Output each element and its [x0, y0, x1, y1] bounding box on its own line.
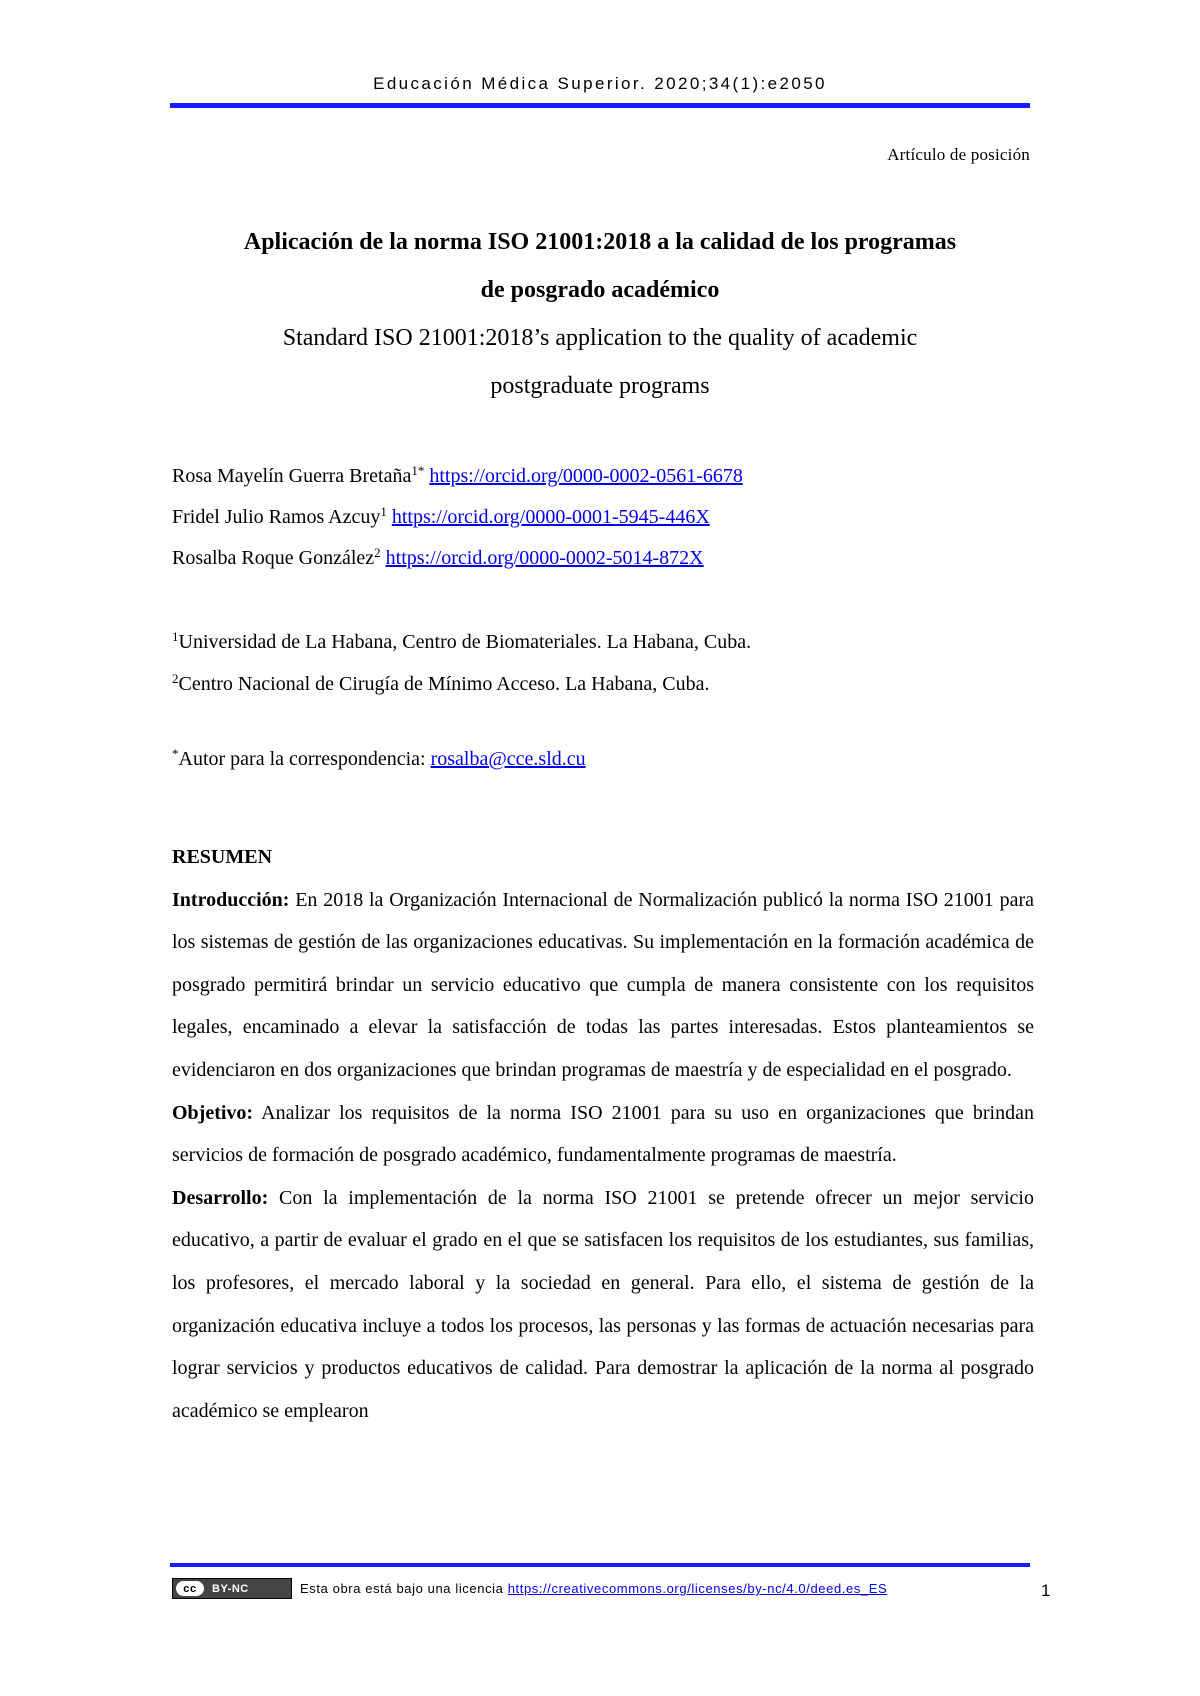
- section-label: Desarrollo:: [172, 1186, 269, 1209]
- section-text: Analizar los requisitos de la norma ISO 21001 para su uso en organizaciones que brindan servicios de formación de posgrado académico, fundamentalmente programas de maestría.: [172, 1101, 1034, 1167]
- affiliation-entry: [172, 663, 751, 705]
- correspondence: [172, 748, 586, 771]
- title-english: [150, 314, 1050, 410]
- section-label: Introducción:: [172, 888, 290, 911]
- correspondence-email-link[interactable]: rosalba@cce.sld.cu: [430, 748, 586, 770]
- abstract-heading: RESUMEN: [172, 846, 273, 868]
- journal-header: Educación Médica Superior. 2020;34(1):e2050: [373, 74, 827, 93]
- author-name: Rosalba Roque González: [172, 547, 375, 569]
- orcid-link[interactable]: https://orcid.org/0000-0002-0561-6678: [429, 465, 743, 487]
- author-list: [172, 456, 743, 579]
- affiliation-entry: [172, 621, 751, 663]
- author-affiliation-marker: 1*: [411, 463, 425, 478]
- license-footer: [172, 1578, 1042, 1602]
- affiliation-marker: 1: [172, 629, 179, 644]
- title-es-line-1: Aplicación de la norma ISO 21001:2018 a la calidad de los programas: [243, 229, 957, 255]
- abstract-objective: [172, 1092, 1034, 1177]
- orcid-link[interactable]: https://orcid.org/0000-0002-5014-872X: [385, 547, 704, 569]
- title-en-line-2: postgraduate programs: [490, 373, 710, 399]
- section-label: Objetivo:: [172, 1101, 254, 1124]
- author-name: Fridel Julio Ramos Azcuy: [172, 506, 381, 528]
- header-rule: [170, 103, 1030, 108]
- affiliation-text: Centro Nacional de Cirugía de Mínimo Acceso. La Habana, Cuba.: [178, 673, 710, 695]
- title-en-line-1: Standard ISO 21001:2018’s application to the quality of academic: [282, 325, 918, 351]
- abstract-introduction: [172, 879, 1034, 1092]
- license-text: [300, 1581, 887, 1596]
- article-type: Artículo de posición: [887, 145, 1030, 164]
- footer-rule: [170, 1563, 1030, 1567]
- author-name: Rosa Mayelín Guerra Bretaña: [172, 465, 412, 487]
- author-entry: [172, 538, 743, 579]
- affiliation-text: Universidad de La Habana, Centro de Biomateriales. La Habana, Cuba.: [178, 631, 752, 653]
- orcid-link[interactable]: https://orcid.org/0000-0001-5945-446X: [391, 506, 710, 528]
- author-entry: [172, 456, 743, 497]
- author-affiliation-marker: 1: [380, 504, 387, 519]
- cc-license-label: BY-NC: [212, 1582, 249, 1595]
- correspondence-label: Autor para la correspondencia:: [178, 748, 431, 770]
- section-text: En 2018 la Organización Internacional de Normalización publicó la norma ISO 21001 para los sistemas de gestión de las organizaciones educativas. Su implementación en la formación académica de posgrado permitirá brindar un servicio educativo que cumpla de manera consistente con los requisitos legales, encaminado a elevar la satisfacción de todas las partes interesadas. Estos planteamientos se evidenciaron en dos organizaciones que brindan programas de maestría y de especialidad en el posgrado.: [172, 888, 1034, 1081]
- author-entry: [172, 497, 743, 538]
- title-es-line-2: de posgrado académico: [480, 277, 720, 303]
- cc-symbol-icon: cc: [176, 1581, 204, 1596]
- license-link[interactable]: https://creativecommons.org/licenses/by-nc/4.0/deed.es_ES: [507, 1581, 888, 1596]
- license-statement: Esta obra está bajo una licencia: [300, 1581, 508, 1596]
- page-number: 1: [1041, 1581, 1051, 1600]
- section-text: Con la implementación de la norma ISO 21001 se pretende ofrecer un mejor servicio educativo, a partir de evaluar el grado en el que se satisfacen los requisitos de los estudiantes, sus familias, los profesores, el mercado laboral y la sociedad en general. Para ello, el sistema de gestión de la organización educativa incluye a todos los procesos, las personas y las formas de actuación necesarias para lograr servicios y productos educativos de calidad. Para demostrar la aplicación de la norma al posgrado académico se emplearon: [172, 1186, 1034, 1422]
- title-spanish: [150, 218, 1050, 314]
- author-affiliation-marker: 2: [374, 545, 381, 560]
- abstract-development: [172, 1177, 1034, 1433]
- abstract: [172, 836, 1034, 1432]
- cc-by-nc-badge-icon[interactable]: [172, 1578, 292, 1599]
- correspondence-marker: *: [172, 746, 179, 761]
- affiliation-list: [172, 621, 751, 705]
- affiliation-marker: 2: [172, 671, 179, 686]
